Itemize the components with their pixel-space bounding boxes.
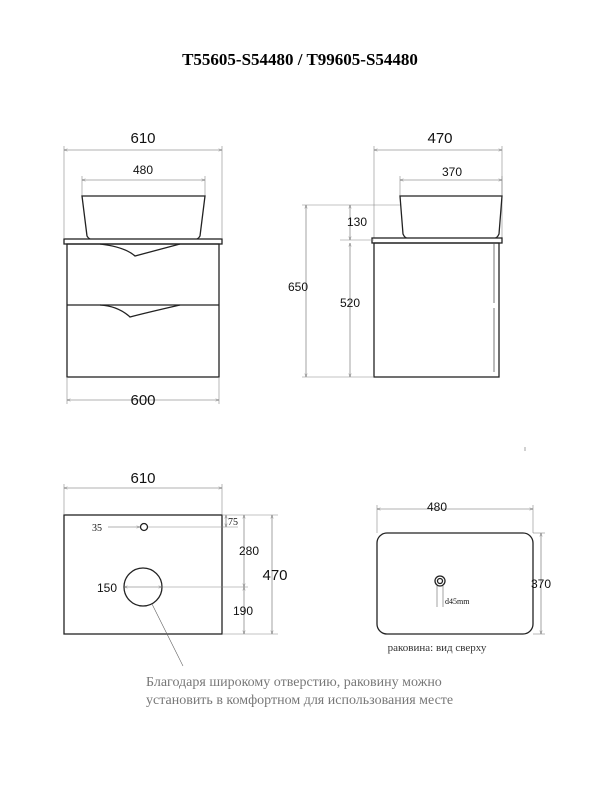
side-view [288, 130, 502, 377]
side-total-height-label: 650 [287, 280, 309, 294]
basin-outline [377, 533, 533, 634]
side-basin-outline [400, 196, 502, 239]
basin-depth-label: 370 [530, 577, 552, 591]
basin-drain-outer [435, 576, 445, 586]
front-basin-width-label: 480 [132, 163, 154, 177]
side-cabinet-height-label: 520 [339, 296, 361, 310]
top-small-hole-x-label: 35 [92, 523, 102, 534]
top-overall-depth-label: 470 [262, 567, 288, 584]
side-countertop [372, 238, 502, 243]
front-basin-outline [82, 196, 205, 240]
top-small-hole-y-label: 75 [228, 517, 238, 528]
note-line-1: Благодаря широкому отверстию, раковину можно [146, 675, 442, 690]
front-countertop [64, 239, 222, 244]
front-view [64, 130, 222, 409]
front-upper-drawer-handle [100, 244, 180, 256]
top-view [64, 470, 288, 666]
side-basin-height-label: 130 [346, 215, 368, 229]
basin-drain-label: d45mm [445, 597, 470, 606]
basin-top-view [377, 500, 551, 654]
front-cabinet-body [67, 244, 219, 377]
top-hole-to-front-label: 190 [232, 604, 254, 618]
top-small-hole [141, 524, 148, 531]
note-line-2: установить в комфортном для использования месте [146, 693, 454, 708]
top-overall-width-label: 610 [130, 470, 156, 487]
basin-drain-inner [438, 579, 443, 584]
front-lower-drawer-handle [100, 305, 180, 317]
basin-width-label: 480 [426, 500, 448, 514]
basin-caption: раковина: вид сверху [387, 642, 487, 654]
top-hole-diameter-label: 150 [97, 581, 118, 595]
front-overall-width-label: 610 [130, 130, 156, 147]
side-basin-depth-label: 370 [441, 165, 463, 179]
side-cabinet-body [374, 243, 499, 377]
top-countertop-outline [64, 515, 222, 634]
front-cabinet-width-label: 600 [130, 392, 156, 409]
side-overall-depth-label: 470 [427, 130, 453, 147]
top-hole-to-back-label: 280 [238, 544, 260, 558]
drawing-title: T55605-S54480 / T99605-S54480 [182, 50, 418, 69]
